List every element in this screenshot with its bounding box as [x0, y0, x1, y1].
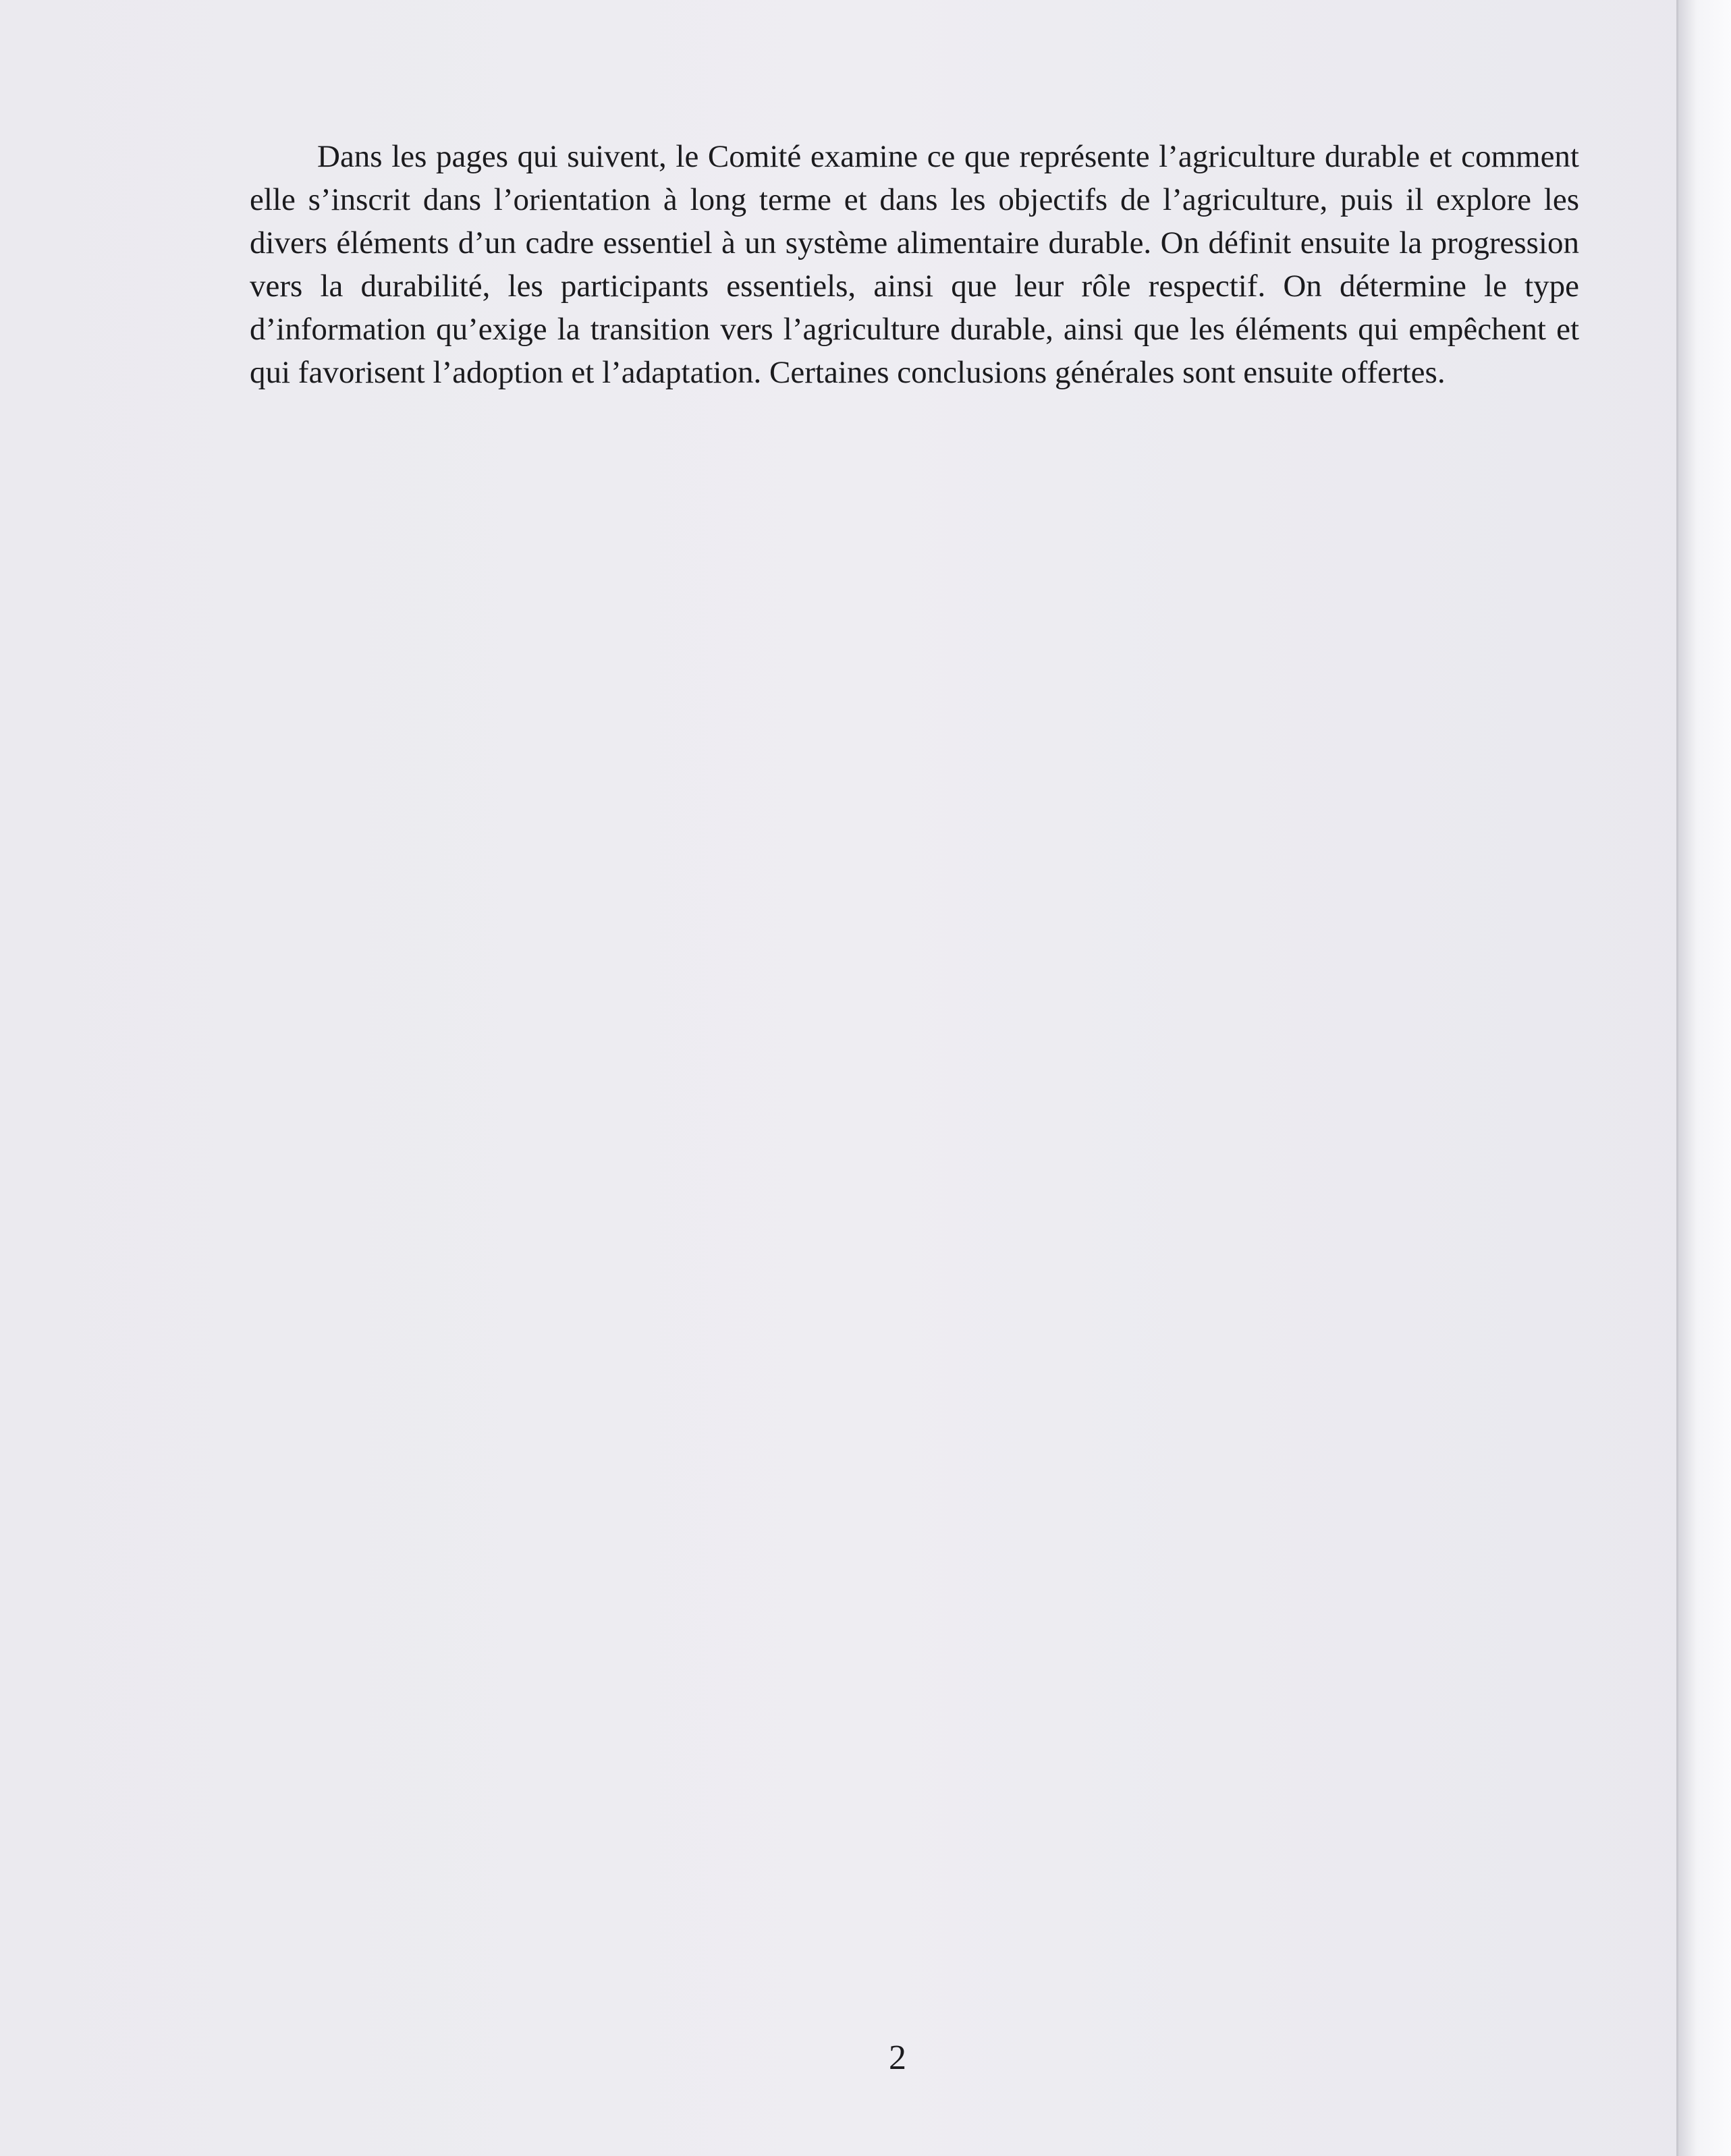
page-edge [1676, 0, 1731, 2156]
body-paragraph: Dans les pages qui suivent, le Comité examine ce que représente l’agriculture durable et comment elle s’inscrit dans l’orientation à long terme et dans les objectifs de l’agriculture, puis il explore les divers éléments d’un cadre essentiel à un système alimentaire durable. On définit ensuite la progression vers la durabilité, les participants essentiels, ainsi que leur rôle respectif. On détermine le type d’information qu’exige la transition vers l’agriculture durable, ainsi que les éléments qui empêchent et qui favorisent l’adoption et l’adaptation. Certaines conclusions générales sont ensuite offertes. [250, 139, 1579, 390]
page-number: 2 [889, 2039, 906, 2077]
